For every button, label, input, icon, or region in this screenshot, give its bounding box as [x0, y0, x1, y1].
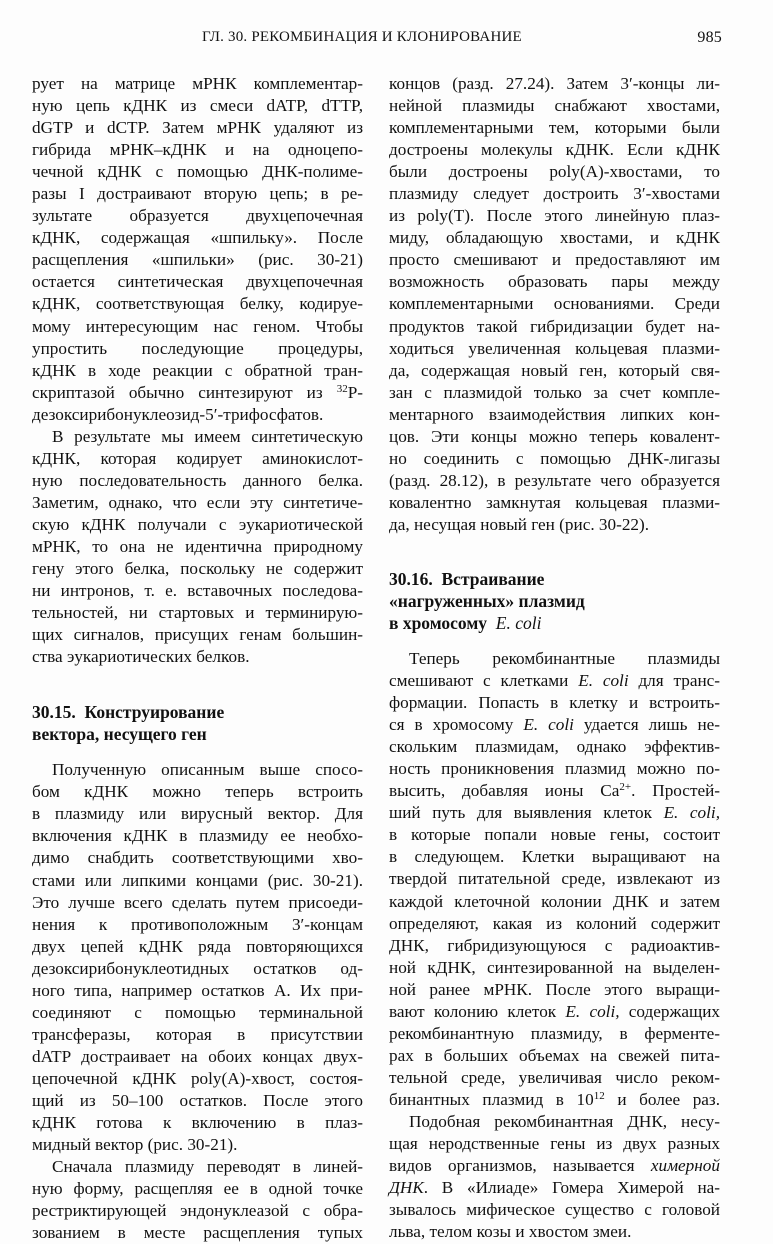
- species-name: E. coli: [523, 715, 574, 735]
- species-name: E. coli,: [565, 1001, 620, 1021]
- text-line: цов. Эти концы можно теперь ковалент-: [389, 426, 720, 446]
- text-line: остается синтетическая двухцепочечная: [32, 272, 363, 292]
- text-line: льва, телом козы и хвостом змеи.: [389, 1222, 632, 1242]
- section-title-text: вектора, несущего ген: [32, 724, 207, 745]
- text-span: ся в хромосому: [389, 715, 524, 735]
- text-line: в которые попали новые гены, состоит: [389, 825, 720, 845]
- section-title-text: в хромосому: [389, 612, 488, 633]
- text-line: dGTP и dCTP. Затем мРНК удаляют из: [32, 118, 363, 138]
- section-title-text: Встраивание: [441, 568, 545, 589]
- text-line: цепочечной кДНК poly(A)-хвост, состоя-: [32, 1068, 363, 1088]
- text-line: достроены молекулы кДНК. Если кДНК: [389, 140, 720, 160]
- text-line: [389, 670, 720, 692]
- text-line: ность проникновения плазмид можно по-: [389, 759, 720, 779]
- section-title-text: «нагруженных» плазмид: [389, 590, 585, 611]
- text-line: упростить последующие процедуры,: [32, 338, 363, 358]
- text-span: бинантных плазмид в 10: [389, 1089, 594, 1109]
- species-name: E. coli: [495, 612, 542, 633]
- text-span: высить, добавляя ионы Ca: [389, 781, 620, 801]
- text-line: двух цепей кДНК ряда повторяющихся: [32, 936, 363, 956]
- section-number: 30.15.: [32, 702, 76, 723]
- text-span: видов организмов, называется: [389, 1156, 651, 1176]
- emphasized-term: химерной: [650, 1156, 720, 1176]
- paragraph: [389, 1111, 720, 1243]
- text-line: мому интересующим нас геном. Чтобы: [32, 316, 363, 336]
- text-line: ную последовательность данного белка.: [32, 470, 363, 490]
- emphasized-term: ДНК: [389, 1178, 424, 1198]
- text-line: Сначала плазмиду переводят в линей-: [52, 1157, 363, 1177]
- text-line: да, содержащая новый ген, который свя-: [389, 360, 720, 380]
- text-line: скольким плазмидам, однако эффектив-: [389, 737, 720, 757]
- text-span: содержащих: [619, 1001, 720, 1021]
- text-line: Подобная рекомбинантная ДНК, несу-: [409, 1111, 720, 1131]
- text-line: тельной среде, увеличивая число реком-: [389, 1067, 720, 1087]
- text-line: нения к противоположным 3′-концам: [32, 914, 363, 934]
- text-line: кДНК, содержащая «шпильку». После: [32, 228, 363, 248]
- text-line: щий из 50–100 остатков. После этого: [32, 1090, 363, 1110]
- section-heading-30-15: [32, 701, 363, 745]
- text-line: [389, 1001, 720, 1023]
- text-line: но соединить с помощью ДНК-лигазы: [389, 448, 720, 468]
- text-line: зультате образуется двухцепочечная: [32, 206, 363, 226]
- text-line: ной ранее мРНК. После этого выращи-: [389, 979, 720, 999]
- text-line: каждой клеточной колонии ДНК и затем: [389, 891, 720, 911]
- running-title: ГЛ. 30. РЕКОМБИНАЦИЯ И КЛОНИРОВАНИЕ: [202, 29, 522, 45]
- text-line: были достроены poly(A)-хвостами, то: [389, 162, 720, 182]
- text-line: ДНК, гибридизующуюся с радиоактив-: [389, 935, 720, 955]
- text-span: вают колонию клеток: [389, 1001, 566, 1021]
- text-line: ной кДНК, синтезированной на выделен-: [389, 957, 720, 977]
- text-line: мидный вектор (рис. 30-21).: [32, 1135, 238, 1155]
- running-header: [32, 29, 722, 51]
- text-line: ного типа, например остатков А. Их при-: [32, 980, 363, 1000]
- text-line: рекомбинантную плазмиду, в ферменте-: [389, 1023, 720, 1043]
- text-line: [389, 1177, 720, 1199]
- text-line: Это лучше всего сделать путем присоеди-: [32, 892, 363, 912]
- text-line: плазмиду следует достроить 3′-хвостами: [389, 184, 720, 204]
- section-title-text: Конструирование: [84, 702, 225, 723]
- text-line: гибрида мРНК–кДНК и на одноцепо-: [32, 140, 363, 160]
- text-line: ментарного взаимодействия липких кон-: [389, 404, 720, 424]
- text-line: стами или липкими концами (рис. 30-21).: [32, 870, 363, 890]
- paragraph: [32, 1156, 363, 1244]
- text-line: рах в больших объемах на свежей пита-: [389, 1045, 720, 1065]
- text-line: в следующем. Клетки выращивают на: [389, 847, 720, 867]
- text-span: смешивают с клетками: [389, 671, 579, 691]
- text-span: и более раз.: [604, 1089, 720, 1109]
- text-line: твердой питательной среде, извлекают из: [389, 869, 720, 889]
- text-line: миду, обладающую хвостами, и кДНК: [389, 228, 720, 248]
- text-line: зан с плазмидой только за счет компле-: [389, 382, 720, 402]
- text-span: . В «Илиаде» Гомера Химерой на-: [423, 1178, 720, 1198]
- text-span: для транс-: [628, 671, 720, 691]
- text-line: да, несущая новый ген (рис. 30-22).: [389, 514, 650, 534]
- paragraph: [32, 759, 363, 1156]
- paragraph: [32, 73, 363, 426]
- text-line: кДНК в ходе реакции с обратной тран-: [32, 360, 363, 380]
- text-line: трансферазы, которая в присутствии: [32, 1024, 363, 1044]
- section-heading-30-16: [389, 568, 720, 634]
- text-line: [32, 382, 363, 404]
- text-line: ходиться увеличенная кольцевая плазми-: [389, 338, 720, 358]
- text-span: P-: [347, 382, 363, 402]
- text-line: рестриктирующей эндонуклеазой с обра-: [32, 1201, 363, 1221]
- species-name: E. coli: [578, 671, 629, 691]
- text-line: комплементарными основаниями. Среди: [389, 294, 720, 314]
- text-line: кДНК готова к включению в плаз-: [32, 1113, 363, 1133]
- superscript: 12: [593, 1089, 605, 1102]
- left-column: [32, 73, 363, 1244]
- text-line: разы I достраивают вторую цепь; в ре-: [32, 184, 363, 204]
- text-line: Заметим, однако, что если эту синтетиче-: [32, 492, 363, 512]
- text-line: дезоксирибонуклеотидных остатков од-: [32, 958, 363, 978]
- text-line: [389, 1155, 720, 1177]
- text-line: в плазмиду или вирусный вектор. Для: [32, 804, 363, 824]
- text-line: ную цепь кДНК из смеси dATP, dTTP,: [32, 96, 363, 116]
- text-line: продуктов такой гибридизации будет на-: [389, 316, 720, 336]
- text-line: dATP достраивает на обоих концах двух-: [32, 1046, 363, 1066]
- text-line: кДНК, соответствующая белку, кодируе-: [32, 294, 363, 314]
- text-line: [389, 780, 720, 802]
- text-line: определяют, какая из колоний содержит: [389, 913, 720, 933]
- text-line: [389, 714, 720, 736]
- text-line: зывалось мифическое существо с головой: [389, 1200, 720, 1220]
- text-line: чечной кДНК с помощью ДНК-полиме-: [32, 162, 363, 182]
- text-line: бом кДНК можно теперь встроить: [32, 782, 363, 802]
- text-span: ший путь для выявления клеток: [389, 803, 664, 823]
- text-line: димо снабдить соответствующими хво-: [32, 848, 363, 868]
- text-line: ства эукариотических белков.: [32, 647, 250, 667]
- text-line: рует на матрице мРНК комплементар-: [32, 74, 363, 93]
- text-line: дезоксирибонуклеозид-5′-трифосфатов.: [32, 404, 324, 424]
- text-line: включения кДНК в плазмиду ее необхо-: [32, 826, 363, 846]
- text-line: скую кДНК получали с эукариотической: [32, 514, 363, 534]
- text-span: удается лишь не-: [573, 715, 721, 735]
- text-line: В результате мы имеем синтетическую: [52, 426, 363, 446]
- text-line: ни интронов, т. е. вставочных последова-: [32, 581, 363, 601]
- paragraph: [32, 426, 363, 669]
- text-line: ную форму, расщепляя ее в одной точке: [32, 1179, 363, 1199]
- paragraph: [389, 648, 720, 1111]
- text-line: комплементарными тем, которыми были: [389, 118, 720, 138]
- text-line: соединяют с помощью терминальной: [32, 1002, 363, 1022]
- text-line: щая неродственные гены из двух разных: [389, 1134, 720, 1154]
- text-line: нейной плазмиды снабжают хвостами,: [389, 96, 720, 116]
- text-line: зованием в месте расщепления тупых: [32, 1223, 363, 1243]
- text-line: Теперь рекомбинантные плазмиды: [409, 648, 720, 668]
- text-line: просто смешивают и предоставляют им: [389, 250, 720, 270]
- text-line: кДНК, которая кодирует аминокислот-: [32, 448, 363, 468]
- text-line: расщепления «шпильки» (рис. 30-21): [32, 250, 363, 270]
- superscript: 32: [336, 382, 348, 395]
- text-line: мРНК, то она не идентична природному: [32, 536, 363, 556]
- text-line: [389, 802, 720, 824]
- paragraph: [389, 73, 720, 536]
- text-line: из poly(T). После этого линейную плаз-: [389, 206, 720, 226]
- species-name: E. coli,: [663, 803, 720, 823]
- right-column: [389, 73, 720, 1243]
- text-span: скриптазой обычно синтезируют из: [32, 382, 337, 402]
- text-span: . Простей-: [631, 781, 720, 801]
- text-line: концов (разд. 27.24). Затем 3′-концы ли-: [389, 74, 720, 93]
- page-number: 985: [697, 29, 722, 46]
- text-line: тельностей, ни стартовых и терминирую-: [32, 603, 363, 623]
- text-line: [389, 1089, 720, 1111]
- superscript: 2+: [619, 781, 632, 794]
- section-number: 30.16.: [389, 568, 433, 589]
- text-line: ковалентно замкнутая кольцевая плазми-: [389, 492, 720, 512]
- text-line: Полученную описанным выше спосо-: [52, 760, 363, 780]
- text-line: формации. Попасть в клетку и встроить-: [389, 693, 720, 713]
- text-line: щих сигналов, присущих генам большин-: [32, 625, 363, 645]
- text-line: гену этого белка, поскольку не содержит: [32, 559, 363, 579]
- text-line: (разд. 28.12), в результате чего образуется: [389, 470, 720, 490]
- text-line: возможность образовать пары между: [389, 272, 720, 292]
